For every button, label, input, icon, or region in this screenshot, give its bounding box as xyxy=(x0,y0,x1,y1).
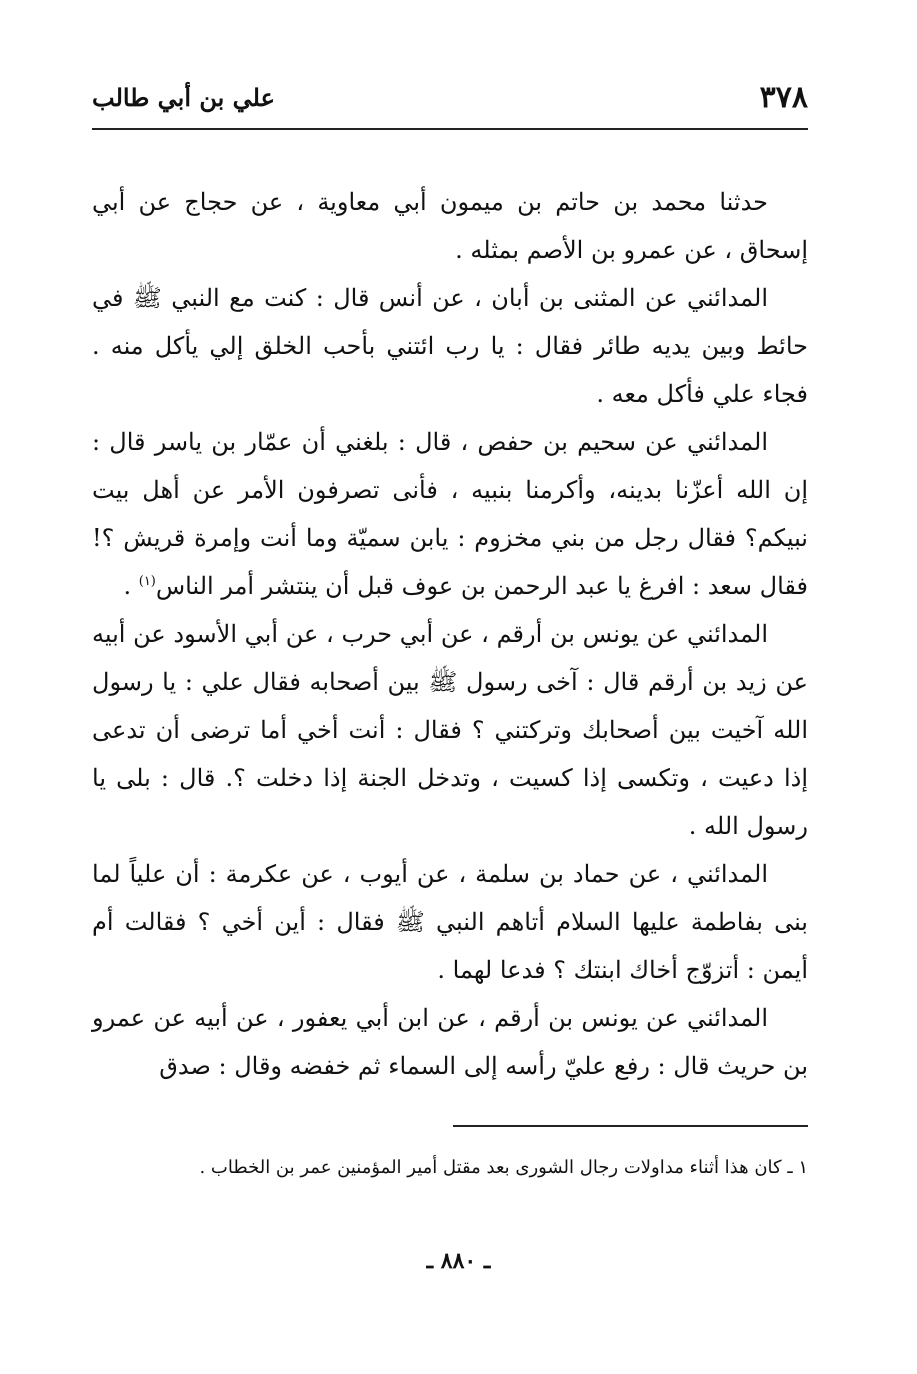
folio-number: ـ ٨٨٠ ـ xyxy=(426,1248,491,1274)
running-title: علي بن أبي طالب xyxy=(92,83,275,112)
paragraph xyxy=(92,178,808,274)
page-number: ٣٧٨ xyxy=(759,80,808,115)
paragraph xyxy=(92,418,808,610)
paragraph-text: المدائني عن سحيم بن حفص ، قال : بلغني أن عمّار بن ياسر قال : إن الله أعزّنا بدينه، وأكرمنا بنبيه ، فأنى تصرفون الأمر عن أهل بيت نبيكم؟ فقال رجل من بني مخزوم : يابن سميّة وما أنت وإمرة قريش ؟! فقال سعد : افرغ يا عبد الرحمن بن عوف قبل أن ينتشر أمر الناس xyxy=(92,428,808,600)
footnote: ١ ـ كان هذا أثناء مداولات رجال الشورى بعد مقتل أمير المؤمنين عمر بن الخطاب . xyxy=(199,1157,808,1178)
paragraph-tail: . xyxy=(123,572,139,600)
main-text xyxy=(92,178,808,1090)
paragraph-text: حدثنا محمد بن حاتم بن ميمون أبي معاوية ، عن حجاج عن أبي إسحاق ، عن عمرو بن الأصم بمثله . xyxy=(92,188,808,264)
header-rule xyxy=(92,128,808,130)
paragraph xyxy=(92,274,808,418)
paragraph xyxy=(92,610,808,850)
paragraph-text: المدائني ، عن حماد بن سلمة ، عن أيوب ، عن عكرمة : أن علياً لما بنى بفاطمة عليها السلام أتاهم النبي ﷺ فقال : أين أخي ؟ فقالت أم أيمن : أتزوّج أخاك ابنتك ؟ فدعا لهما . xyxy=(92,860,808,984)
paragraph xyxy=(92,850,808,994)
paragraph-text: المدائني عن يونس بن أرقم ، عن ابن أبي يعفور ، عن أبيه عن عمرو بن حريث قال : رفع عليّ رأسه إلى السماء ثم خفضه وقال : صدق xyxy=(92,1004,808,1080)
paragraph-text: المدائني عن المثنى بن أبان ، عن أنس قال : كنت مع النبي ﷺ في حائط وبين يديه طائر فقال : يا رب ائتني بأحب الخلق إلي يأكل منه . فجاء علي فأكل معه . xyxy=(92,284,808,408)
page-header xyxy=(92,78,808,128)
paragraph xyxy=(92,994,808,1090)
paragraph-text: المدائني عن يونس بن أرقم ، عن أبي حرب ، عن أبي الأسود عن أبيه عن زيد بن أرقم قال : آخى رسول ﷺ بين أصحابه فقال علي : يا رسول الله آخيت بين أصحابك وتركتني ؟ فقال : أنت أخي أما ترضى أن تدعى إذا دعيت ، وتكسى إذا كسيت ، وتدخل الجنة إذا دخلت ؟. قال : بلى يا رسول الله . xyxy=(92,620,808,840)
footnote-rule xyxy=(453,1125,808,1127)
footnote-reference: (١) xyxy=(138,574,156,589)
